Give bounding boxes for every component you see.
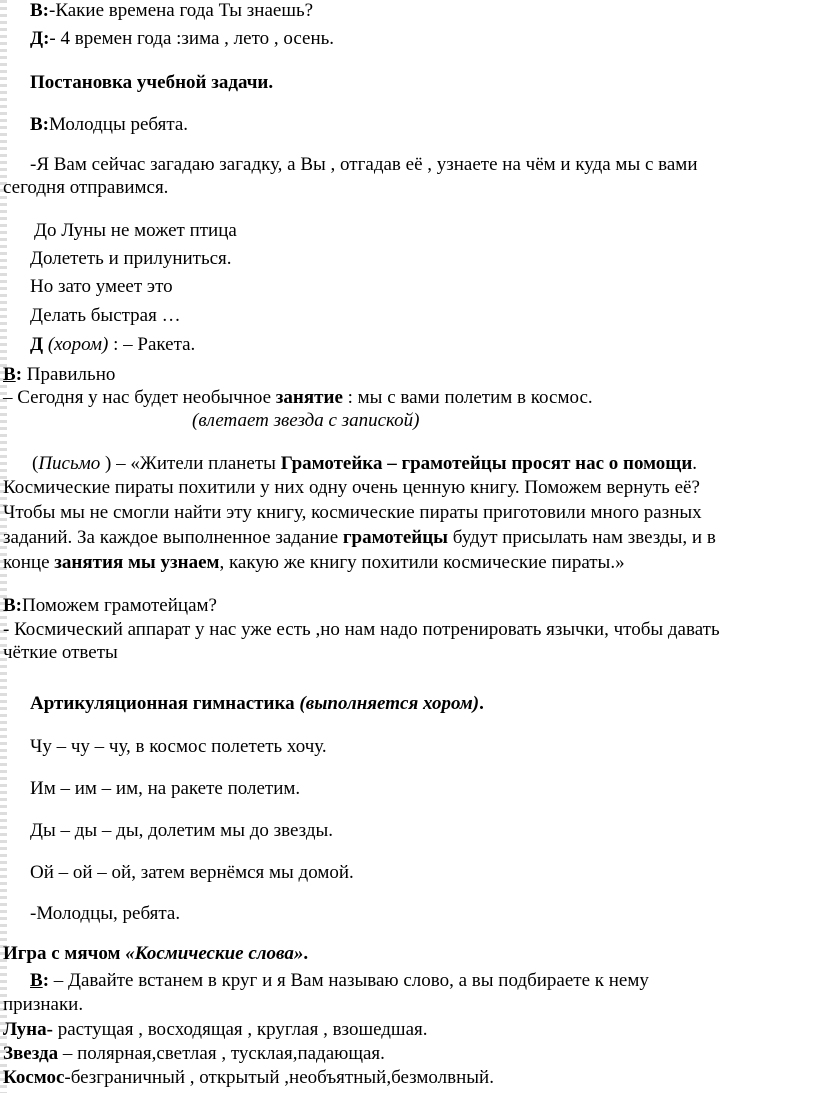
line-text: будут присылать нам звезды, и в [448, 527, 716, 548]
stage-note: (влетает звезда с запиской) [192, 410, 420, 431]
riddle-answer [30, 334, 195, 356]
riddle-line-3: Но зато умеет это [30, 276, 173, 297]
line-text: : – Ракета. [113, 334, 196, 355]
line-text: -Какие времена года Ты знаешь? [49, 0, 314, 21]
heading-text: Артикуляционная гимнастика [30, 693, 300, 714]
speaker-label: В: [3, 595, 22, 616]
letter-line-2: Космические пираты похитили у них одну очень ценную книгу. Поможем вернуть её? [3, 477, 700, 498]
word-term: Звезда [3, 1043, 59, 1064]
word-entry-moon [3, 1019, 428, 1041]
dialog-line-2 [30, 28, 334, 50]
heading-note: (выполняется хором) [299, 693, 480, 714]
word-attributes: – полярная,светлая , тусклая,падающая. [58, 1043, 385, 1064]
heading-text: . [303, 943, 309, 964]
speaker-label: В [30, 970, 43, 991]
speaker-label: Д [30, 334, 44, 355]
chant-line-1: Чу – чу – чу, в космос полететь хочу. [30, 736, 327, 757]
letter-line-3: Чтобы мы не смогли найти эту книгу, космические пираты приготовили много разных [3, 502, 702, 523]
bold-phrase: Грамотейка – грамотейцы просят нас о помощи [280, 453, 693, 474]
word-term: Луна- [3, 1019, 53, 1040]
line-text: : мы с вами полетим в космос. [342, 387, 593, 408]
word-attributes: растущая , восходящая , круглая , взошедшая. [52, 1019, 428, 1040]
dialog-line-correct [3, 364, 115, 386]
speaker-label: В [3, 364, 16, 385]
speaker-label: В: [30, 114, 49, 135]
praise-line: -Молодцы, ребята. [30, 903, 181, 924]
dialog-line-today [3, 387, 593, 409]
dialog-line-game [30, 970, 649, 992]
speaker-label: В: [30, 0, 49, 21]
heading-text: . [479, 693, 484, 714]
line-text: – Давайте встанем в круг и я Вам называю слово, а вы подбираете к нему [49, 970, 649, 991]
line-text: , какую же книгу похитили космические пираты.» [219, 552, 625, 573]
letter-line-4 [3, 527, 716, 549]
bold-word: занятие [275, 387, 343, 408]
dialog-line-game-2: признаки. [3, 994, 84, 1015]
riddle-intro-line-1: -Я Вам сейчас загадаю загадку, а Вы , отгадав её , узнаете на чём и куда мы с вами [30, 154, 698, 175]
stage-direction [192, 410, 420, 432]
line-text: Поможем грамотейцам? [22, 595, 217, 616]
line-text: заданий. За каждое выполненное задание [3, 527, 343, 548]
line-text: – Сегодня у нас будет необычное [3, 387, 276, 408]
heading-note: «Космические слова» [125, 943, 304, 964]
section-heading-task [30, 72, 273, 94]
letter-line-5 [3, 552, 625, 574]
letter-label: Письмо [38, 453, 101, 474]
word-attributes: -безграничный , открытый ,необъятный,безмолвный. [64, 1067, 494, 1088]
line-text: . [692, 453, 698, 474]
dialog-line-apparatus-2: чёткие ответы [3, 642, 118, 663]
chant-line-4: Ой – ой – ой, затем вернёмся мы домой. [30, 862, 354, 883]
letter-line-1 [32, 453, 697, 475]
chant-line-2: Им – им – им, на ракете полетим. [30, 778, 301, 799]
line-text: конце [3, 552, 55, 573]
chant-line-3: Ды – ды – ды, долетим мы до звезды. [30, 820, 333, 841]
line-text: Правильно [26, 364, 116, 385]
paren: ( [32, 453, 39, 474]
riddle-line-2: Долететь и прилуниться. [30, 248, 232, 269]
riddle-line-4: Делать быстрая … [30, 305, 181, 326]
heading-text: Постановка учебной задачи. [30, 72, 274, 93]
section-heading-articulation [30, 693, 484, 715]
word-entry-space [3, 1067, 494, 1089]
stage-note: (хором) [47, 334, 109, 355]
heading-text: Игра с мячом [3, 943, 126, 964]
word-term: Космос [3, 1067, 65, 1088]
riddle-line-1: До Луны не может птица [34, 220, 237, 241]
line-text: - 4 времен года :зима , лето , осень. [49, 28, 335, 49]
bold-phrase: занятия мы узнаем [54, 552, 220, 573]
riddle-intro-line-2: сегодня отправимся. [3, 177, 169, 198]
dialog-line-help [3, 595, 217, 617]
dialog-line-1 [30, 0, 313, 22]
dialog-line-3 [30, 114, 188, 136]
bold-word: грамотейцы [342, 527, 449, 548]
speaker-colon: : [15, 364, 23, 385]
speaker-label: Д: [30, 28, 50, 49]
line-text: ) – «Жители планеты [100, 453, 281, 474]
speaker-colon: : [42, 970, 50, 991]
word-entry-star [3, 1043, 385, 1065]
line-text: Молодцы ребята. [49, 114, 189, 135]
dialog-line-apparatus-1: - Космический аппарат у нас уже есть ,но нам надо потренировать язычки, чтобы давать [3, 619, 720, 640]
section-heading-game [3, 943, 308, 965]
